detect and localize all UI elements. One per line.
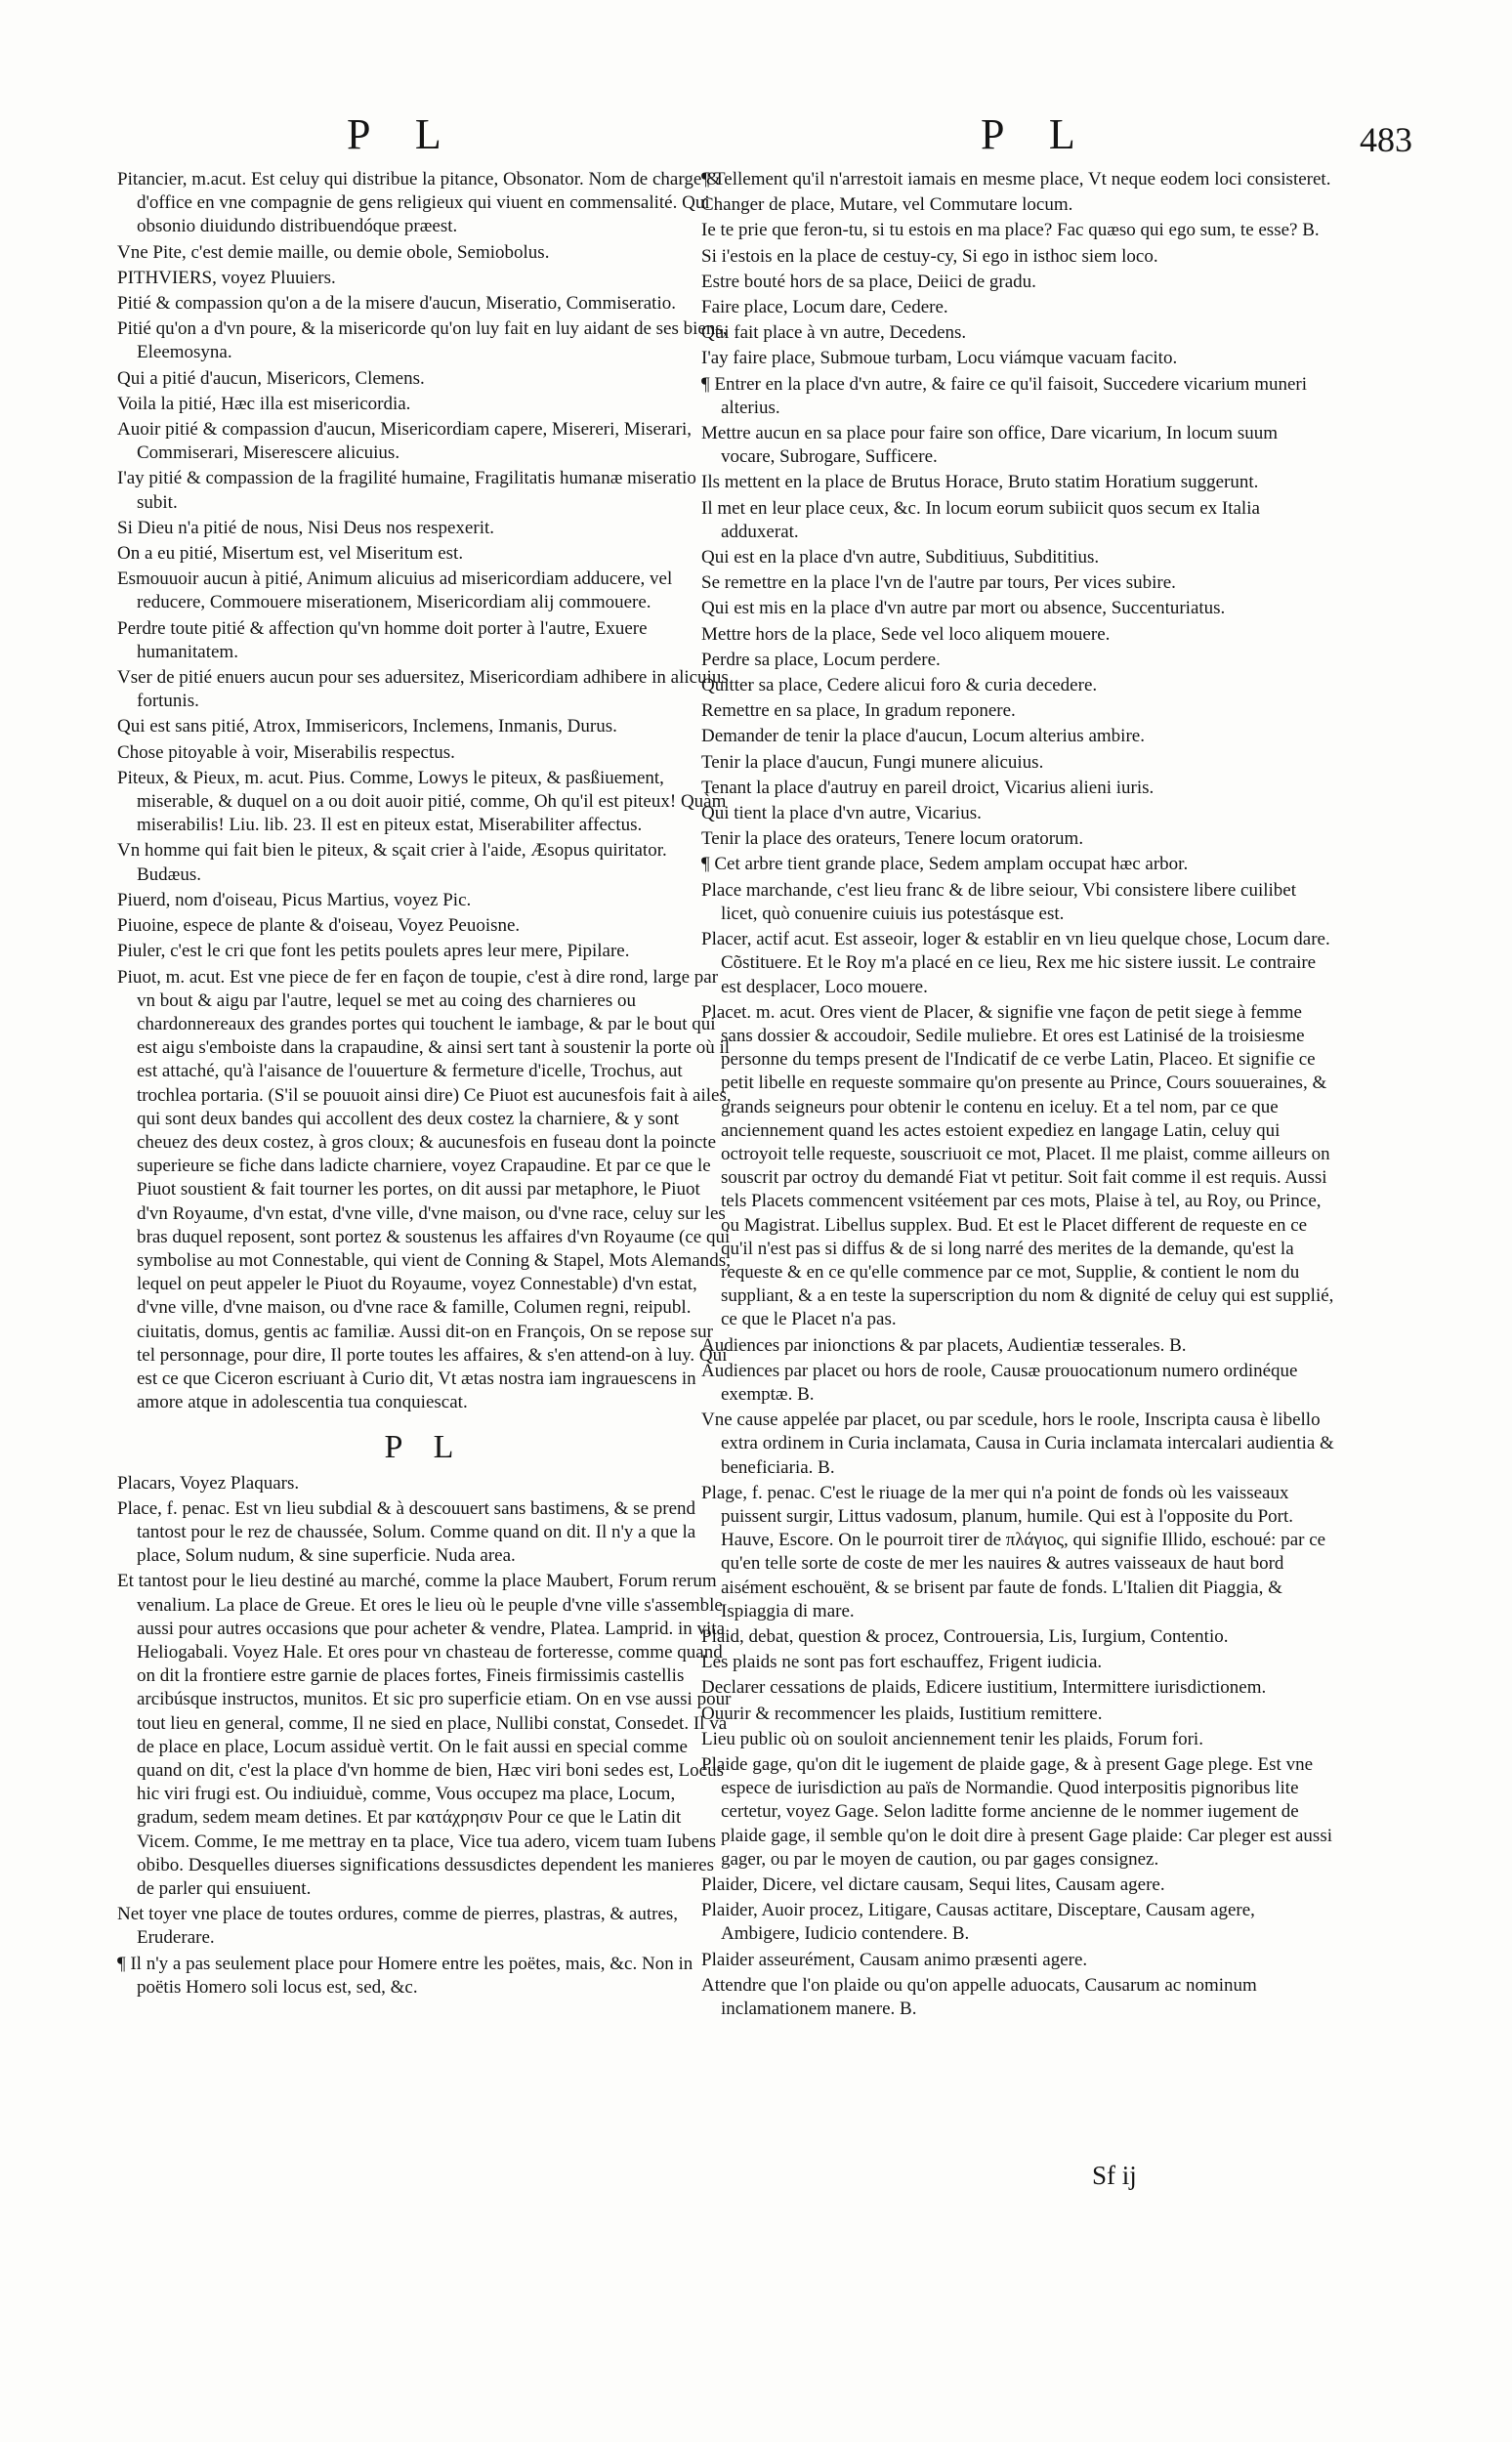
dictionary-entry: ¶ Entrer en la place d'vn autre, & faire ce qu'il faisoit, Succedere vicarium muneri alterius. (701, 373, 1308, 418)
dictionary-entry: Pitancier, m.acut. Est celuy qui distribue la pitance, Obsonator. Nom de charge & d'office en vne compagnie de gens religieux qui viuent en commensalité. Qui obsonio diuidundo distribuendóque præest. (117, 169, 721, 237)
left-column (117, 168, 733, 2001)
dictionary-entry: Qui fait place à vn autre, Decedens. (701, 322, 967, 344)
dictionary-entry: Si Dieu n'a pitié de nous, Nisi Deus nos respexerit. (117, 517, 495, 538)
dictionary-entry: ¶ Il n'y a pas seulement place pour Homere entre les poëtes, mais, &c. Non in poëtis Homero soli locus est, sed, &c. (117, 1953, 693, 1998)
dictionary-entry: Declarer cessations de plaids, Edicere iustitium, Intermittere iurisdictionem. (701, 1677, 1267, 1699)
right-entries (701, 168, 1336, 2021)
dictionary-entry: Se remettre en la place l'vn de l'autre par tours, Per vices subire. (701, 572, 1176, 594)
dictionary-entry: Plaider, Auoir procez, Litigare, Causas actitare, Disceptare, Causam agere, Ambigere, Iudicio contendere. B. (701, 1900, 1255, 1945)
running-head-right: P L (981, 110, 1093, 158)
dictionary-entry: PITHVIERS, voyez Pluuiers. (117, 267, 336, 288)
dictionary-entry: Placet. m. acut. Ores vient de Placer, & signifie vne façon de petit siege à femme sans dossier & accoudoir, Sedile muliebre. Et ores est Latinisé de la troisiesme personne du temps present de l'Indicatif de ce verbe Latin, Placeo. Et signifie ce petit libelle en requeste sommaire qu'on presente au Prince, Cours souueraines, & grands seigneurs pour obtenir le contenu en iceluy. Et a tel nom, par ce que anciennement quand les actes estoient expediez en langage Latin, celuy qui octroyoit telle requeste, souscriuoit ce mot, Placet. Il me plaist, comme ailleurs on souscrit par octroy du demandé Fiat vt petitur. Soit fait comme il est requis. Aussi tels Placets commencent vsitéement par ces mots, Plaise à tel, au Roy, ou Prince, ou Magistrat. Libellus supplex. Bud. Et est le Placet different de requeste en ce qu'il n'est pas si diffus & de si long narré des merites de la demande, qu'est la requeste & en ce qu'elle commence par ce mot, Supplie, & contient le nom du suppliant, & a en teste la superscription du nom & dignité de celuy qui est supplié, ce que le Placet n'a pas. (701, 1001, 1334, 1330)
dictionary-entry: Quitter sa place, Cedere alicui foro & curia decedere. (701, 675, 1098, 696)
dictionary-entry: Perdre toute pitié & affection qu'vn homme doit porter à l'autre, Exuere humanitatem. (117, 617, 648, 662)
dictionary-entry: Place marchande, c'est lieu franc & de libre seiour, Vbi consistere libere cuilibet licet, quò conuenire cuiuis ius potestásque est. (701, 879, 1297, 924)
dictionary-entry: Les plaids ne sont pas fort eschauffez, Frigent iudicia. (701, 1652, 1103, 1673)
dictionary-entry: Qui est en la place d'vn autre, Subditiuus, Subdititius. (701, 547, 1100, 568)
signature-mark: Sf ij (1092, 2161, 1137, 2190)
dictionary-entry: Net toyer vne place de toutes ordures, comme de pierres, plastras, & autres, Eruderare. (117, 1904, 679, 1949)
left-entries-continued (117, 1472, 733, 2000)
dictionary-entry: Piuerd, nom d'oiseau, Picus Martius, voyez Pic. (117, 889, 472, 910)
section-subheading: P L (384, 1429, 466, 1466)
dictionary-entry: ¶ Cet arbre tient grande place, Sedem amplam occupat hæc arbor. (701, 854, 1189, 875)
dictionary-entry: Placer, actif acut. Est asseoir, loger & establir en vn lieu quelque chose, Locum dare. Cõstituere. Et le Roy m'a placé en ce lieu, Rex me hic sistere iussit. Le contraire est desplacer, Loco mouere. (701, 929, 1330, 997)
dictionary-entry: Faire place, Locum dare, Cedere. (701, 297, 948, 318)
dictionary-entry: Attendre que l'on plaide ou qu'on appelle aduocats, Causarum ac nominum inclamationem manere. B. (701, 1974, 1257, 2020)
dictionary-entry: Mettre aucun en sa place pour faire son office, Dare vicarium, In locum suum vocare, Subrogare, Sufficere. (701, 423, 1279, 468)
dictionary-entry: Plaid, debat, question & procez, Controuersia, Lis, Iurgium, Contentio. (701, 1625, 1229, 1647)
dictionary-entry: Vn homme qui fait bien le piteux, & sçait crier à l'aide, Æsopus quiritator. Budæus. (117, 840, 667, 885)
dictionary-entry: Voila la pitié, Hæc illa est misericordia. (117, 393, 411, 414)
dictionary-entry: On a eu pitié, Misertum est, vel Miseritum est. (117, 543, 464, 565)
dictionary-entry: Piteux, & Pieux, m. acut. Pius. Comme, Lowys le piteux, & pasßiuement, miserable, & duquel on a ou doit auoir pitié, comme, Oh qu'il est piteux! Quàm miserabilis! Liu. lib. 23. Il est en piteux estat, Miserabiliter affectus. (117, 767, 727, 836)
dictionary-entry: Chose pitoyable à voir, Miserabilis respectus. (117, 741, 455, 763)
dictionary-entry: Place, f. penac. Est vn lieu subdial & à descouuert sans bastimens, & se prend tantost pour le rez de chaussée, Solum. Comme quand on dit. Il n'y a que la place, Solum nudum, & sine superficie. Nuda area. (117, 1497, 696, 1567)
left-entries (117, 168, 733, 1414)
running-head-left: P L (347, 110, 459, 158)
dictionary-entry: Et tantost pour le lieu destiné au marché, comme la place Maubert, Forum rerum venalium. La place de Greue. Et ores le lieu où le peuple d'vne ville s'assemble aussi pour autres occasions que pour acheter & vendre, Platea. Lamprid. in vita Heliogabali. Voyez Hale. Et ores pour vn chasteau de forteresse, comme quand on dit la frontiere estre garnie de places fortes, Fineis firmissimis castellis arcibúsque instructos, munitos. Et sic pro superficie etiam. On en vse aussi pour tout lieu en general, comme, Il ne sied en place, Nullibi constat, Consedet. Il va de place en place, Locum assiduè vertit. On le fait aussi en special comme quand on dit, c'est la place d'vn homme de bien, Hæc viri boni sedes est, Locus hic viri frugi est. Ou indiuiduè, comme, Vous occupez ma place, Locum, gradum, sedem meam detines. Et par κατάχρησιν Pour ce que le Latin dit Vicem. Comme, Ie me mettray en ta place, Vice tua adero, vicem tuam Iubens obibo. Desquelles diuerses significations dessusdictes dependent les manieres de parler qui ensuiuent. (117, 1571, 732, 1900)
dictionary-entry: ¶ Tellement qu'il n'arrestoit iamais en mesme place, Vt neque eodem loci consisteret. (701, 169, 1331, 189)
dictionary-entry: Plaider asseurément, Causam animo præsenti agere. (701, 1949, 1088, 1970)
right-column (701, 168, 1336, 2023)
dictionary-entry: Qui tient la place d'vn autre, Vicarius. (701, 803, 982, 824)
dictionary-entry: I'ay pitié & compassion de la fragilité humaine, Fragilitatis humanæ miseratio subit. (117, 468, 696, 513)
dictionary-entry: Placars, Voyez Plaquars. (117, 1472, 300, 1494)
dictionary-entry: Audiences par placet ou hors de roole, Causæ prouocationum numero ordinéque exemptæ. B. (701, 1360, 1298, 1405)
dictionary-entry: Piuler, c'est le cri que font les petits poulets apres leur mere, Pipilare. (117, 941, 630, 962)
dictionary-entry: Esmouuoir aucun à pitié, Animum alicuius ad misericordiam adducere, vel reducere, Commouere miserationem, Misericordiam alij commouere. (117, 568, 673, 613)
dictionary-entry: Il met en leur place ceux, &c. In locum eorum subiicit quos secum ex Italia adduxerat. (701, 497, 1260, 542)
dictionary-entry: I'ay faire place, Submoue turbam, Locu viámque vacuam facito. (701, 348, 1178, 369)
page-number: 483 (1360, 120, 1412, 159)
dictionary-entry: Audiences par inionctions & par placets, Audientiæ tesserales. B. (701, 1334, 1187, 1356)
dictionary-entry: Tenir la place d'aucun, Fungi munere alicuius. (701, 751, 1044, 773)
dictionary-entry: Demander de tenir la place d'aucun, Locum alterius ambire. (701, 726, 1145, 747)
dictionary-entry: Plage, f. penac. C'est le riuage de la mer qui n'a point de fonds où les vaisseaux puissent surgir, Littus vadosum, planum, humile. Qui est à l'opposite du Port. Hauve, Escore. On le pourroit tirer de πλάγιος, qui signifie Illido, eschoué: par ce qu'en telle sorte de coste de mer les nauires & autres vaisseaux de haut bord aisément eschouënt, & se brisent par faute de fonds. L'Italien dit Piaggia, & Ispiaggia di mare. (701, 1482, 1326, 1621)
dictionary-entry: Qui a pitié d'aucun, Misericors, Clemens. (117, 367, 425, 389)
dictionary-entry: Piuot, m. acut. Est vne piece de fer en façon de toupie, c'est à dire rond, large par vn bout & aigu par l'autre, lequel se met au coing des charnieres ou chardonnereaux des grandes portes qui touchent le iambage, & par le bout qui est aigu s'emboiste dans la crapaudine, & ainsi sert tant à soustenir la porte où il est attaché, qu'à l'aisance de l'ouuerture & fermeture d'icelle, Trochus, aut trochlea portaria. (S'il se pouuoit ainsi dire) Ce Piuot est aucunesfois fait à ailes, qui sont deux bandes qui accollent des deux costez la charniere, & y sont cheuez des deux costez, à gros cloux; & aucunesfois en fuseau dont la poincte superieure se fiche dans ladicte charniere, voyez Crapaudine. Et par ce que le Piuot soustient & fait tourner les portes, on dit aussi par metaphore, le Piuot d'vn Royaume, d'vn estat, d'vne ville, d'vne maison, ou d'vne race, celuy sur les bras duquel reposent, sont portez & soustenus les affaires d'vn Royaume (ce qui symbolise au mot Connestable, qui vient de Conning & Stapel, Mots Alemands, lequel on peut appeler le Piuot du Royaume, voyez Connestable) d'vn estat, d'vne ville, d'vne maison, ou d'vne race & famille, Columen regni, reipubl. ciuitatis, domus, gentis ac familiæ. Aussi dit-on en François, On se repose sur tel personnage, pour dire, Il porte toutes les affaires, & s'en attend-on à luy. Qui est ce que Ciceron escriuant à Curio dit, Vt ætas nostra iam ingrauescens in amore atque in adolescentia tua conquiescat. (117, 966, 732, 1413)
dictionary-entry: Piuoine, espece de plante & d'oiseau, Voyez Peuoisne. (117, 915, 521, 937)
dictionary-entry: Tenant la place d'autruy en pareil droict, Vicarius alieni iuris. (701, 777, 1155, 798)
dictionary-entry: Tenir la place des orateurs, Tenere locum oratorum. (701, 828, 1084, 850)
dictionary-entry: Pitié qu'on a d'vn poure, & la misericorde qu'on luy fait en luy aidant de ses biens, Eleemosyna. (117, 318, 728, 363)
dictionary-entry: Auoir pitié & compassion d'aucun, Misericordiam capere, Misereri, Miserari, Commiserari, Miserescere alicuius. (117, 419, 693, 464)
dictionary-entry: Ie te prie que feron-tu, si tu estois en ma place? Fac quæso qui ego sum, te esse? B. (701, 220, 1320, 241)
dictionary-entry: Estre bouté hors de sa place, Deiici de gradu. (701, 271, 1036, 292)
dictionary-entry: Vser de pitié enuers aucun pour ses aduersitez, Misericordiam adhibere in alicuius fortunis. (117, 667, 729, 712)
dictionary-entry: Ils mettent en la place de Brutus Horace, Bruto statim Horatium suggerunt. (701, 472, 1259, 493)
dictionary-entry: Remettre en sa place, In gradum reponere. (701, 700, 1016, 722)
dictionary-entry: Mettre hors de la place, Sede vel loco aliquem mouere. (701, 623, 1111, 645)
dictionary-entry: Si i'estois en la place de cestuy-cy, Si ego in isthoc siem loco. (701, 245, 1158, 267)
dictionary-entry: Plaider, Dicere, vel dictare causam, Sequi lites, Causam agere. (701, 1874, 1165, 1896)
dictionary-entry: Vne Pite, c'est demie maille, ou demie obole, Semiobolus. (117, 241, 550, 263)
dictionary-entry: Vne cause appelée par placet, ou par scedule, hors le roole, Inscripta causa è libello extra ordinem in Curia inclamata, Causa in Curia inclamata intercalari audientia & beneficiaria. B. (701, 1410, 1334, 1478)
dictionary-entry: Qui est mis en la place d'vn autre par mort ou absence, Succenturiatus. (701, 598, 1226, 619)
dictionary-entry: Ouurir & recommencer les plaids, Iustitium remittere. (701, 1703, 1103, 1724)
dictionary-entry: Lieu public où on souloit anciennement tenir les plaids, Forum fori. (701, 1728, 1203, 1749)
dictionary-entry: Qui est sans pitié, Atrox, Immisericors, Inclemens, Inmanis, Durus. (117, 716, 617, 737)
dictionary-entry: Changer de place, Mutare, vel Commutare locum. (701, 194, 1073, 216)
dictionary-entry: Pitié & compassion qu'on a de la misere d'aucun, Miseratio, Commiseratio. (117, 293, 676, 315)
dictionary-entry: Plaide gage, qu'on dit le iugement de plaide gage, & à present Gage plege. Est vne espece de iurisdiction au païs de Normandie. Quod interpositis pignoribus lite certetur, voyez Gage. Selon laditte forme ancienne de le nommer iugement de plaide gage, il semble qu'on le doit dire à present Gage plaide: Car pleger est aussi gager, ou par le moyen de caution, ou par gages consignez. (701, 1754, 1332, 1870)
dictionary-entry: Perdre sa place, Locum perdere. (701, 649, 941, 670)
